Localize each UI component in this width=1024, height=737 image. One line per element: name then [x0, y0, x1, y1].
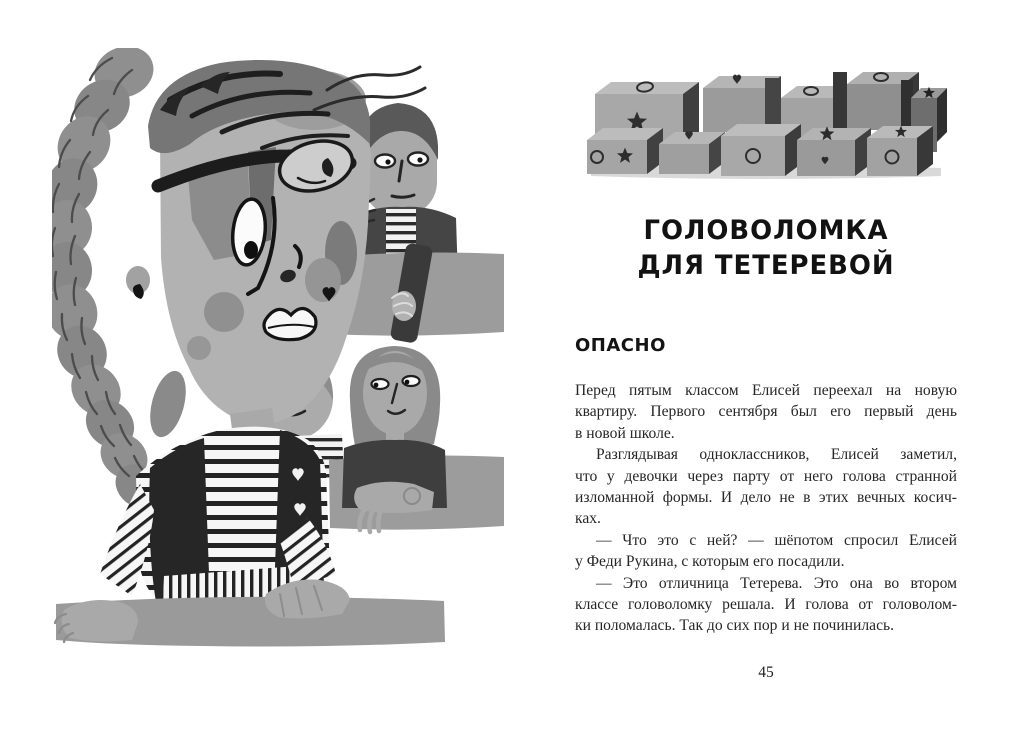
puzzle-block [867, 126, 933, 176]
body-line: Перед пятым классом Елисей переехал на новую [575, 382, 957, 399]
puzzle-block [587, 128, 663, 174]
chapter-title-line2: ДЛЯ ТЕТЕРЕВОЙ [637, 250, 895, 281]
body-line: классе головоломку решала. И голова от головолом- [575, 595, 957, 613]
classroom-illustration [52, 48, 515, 654]
classmate-girl-bottom [342, 346, 447, 532]
body-line: в новой школе. [575, 424, 675, 442]
left-page-illustration [52, 48, 515, 654]
puzzle-block [659, 131, 725, 174]
chapter-title [583, 213, 950, 283]
body-text [575, 380, 957, 637]
body-line: Разглядывая одноклассников, Елисей заметил, [596, 446, 957, 464]
page-number: 45 [758, 664, 774, 681]
puzzle-block [721, 124, 801, 176]
body-line: ки поломалась. Так до сих пор и не починилась. [575, 617, 895, 635]
body-line: — Это отличница Тетерева. Это она во втором [596, 574, 957, 592]
body-line: — Что это с ней? — шёпотом спросил Елисей [596, 531, 957, 549]
section-heading: ОПАСНО [575, 335, 666, 356]
body-line: что у девочки через парту от него голова странной [575, 467, 957, 485]
puzzle-blocks-illustration [585, 56, 950, 182]
chapter-title-line1: ГОЛОВОЛОМКА [643, 215, 889, 246]
body-line: изломанной формы. И дело не в этих вечных косич- [575, 488, 957, 506]
puzzle-block [797, 126, 871, 176]
body-line: квартиру. Первого сентября был его первый день [575, 403, 957, 421]
body-line: у Феди Рукина, с которым его посадили. [575, 553, 845, 571]
body-line: ках. [575, 510, 601, 528]
